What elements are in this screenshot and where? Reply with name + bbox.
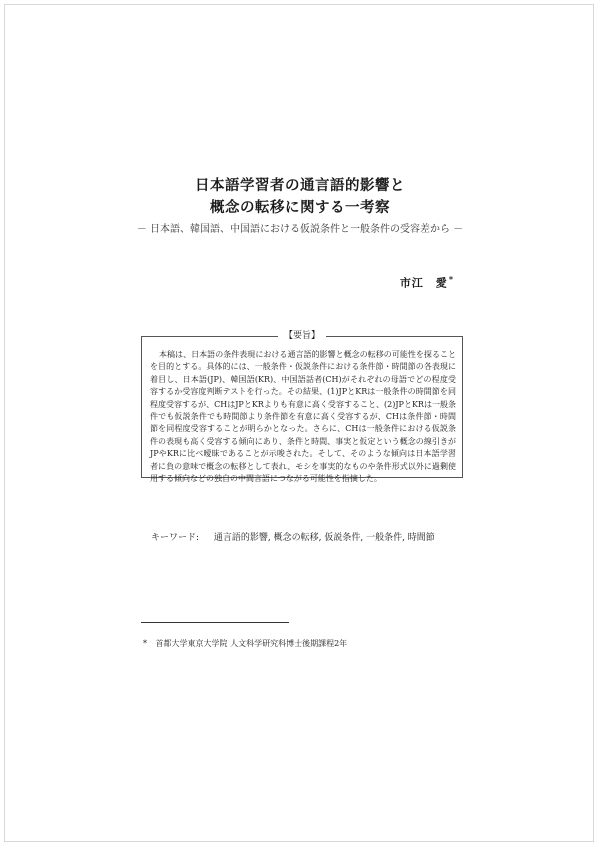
footnote-mark: *: [143, 639, 147, 648]
abstract-heading: [142, 330, 462, 342]
keywords-list: 通言語的影響, 概念の転移, 仮説条件, 一般条件, 時間節: [213, 533, 435, 543]
author: [400, 274, 454, 291]
footnote-text: 首都大学東京大学院 人文科学研究科博士後期課程2年: [155, 639, 348, 648]
abstract-box: [141, 331, 463, 484]
paper-title-line-2: 概念の転移に関する一考察: [210, 199, 390, 216]
keywords: [151, 530, 435, 543]
footnote: [143, 638, 347, 649]
abstract-heading-label: 【要旨】: [278, 331, 326, 341]
keywords-label: キーワード:: [151, 533, 200, 543]
abstract-body: 本稿は、日本語の条件表現における通言語的影響と概念の転移の可能性を探ることを目的とする。具体的には、一般条件・仮説条件における条件節・時間節の各表現に着目し、日本語(JP)、韓国語(KR)、中国語話者(CH)がそれぞれの母語でどの程度受容するか受容度判断テストを行った。その結果、(1)JPとKRは一般条件の時間節を同程度受容するが、CHはJPとKRよりも有意に高く受容すること、(2)JPとKRは一般条件でも仮説条件でも時間節より条件節を有意に高く受容するが、CHは条件節・時間節を同程度受容することが明らかとなった。さらに、CHは一般条件における仮説条件の表現も高く受容する傾向にあり、条件と時間、事実と仮定という概念の線引きがJPやKRに比べ曖昧であることが示唆された。そして、そのような傾向は日本語学習者に負の意味で概念の転移として表れ、モシを事実的なものや条件形式以外に過剰使用する傾向などの独自の中間言語につながる可能性を指摘した。: [150, 350, 456, 484]
paper-subtitle: － 日本語、韓国語、中国語における仮説条件と一般条件の受容差から －: [136, 224, 464, 235]
author-footnote-mark: *: [448, 274, 454, 284]
paper-title-line-1: 日本語学習者の通言語的影響と: [195, 177, 405, 194]
footnote-divider: [141, 622, 289, 623]
author-name: 市江 愛: [399, 276, 448, 290]
